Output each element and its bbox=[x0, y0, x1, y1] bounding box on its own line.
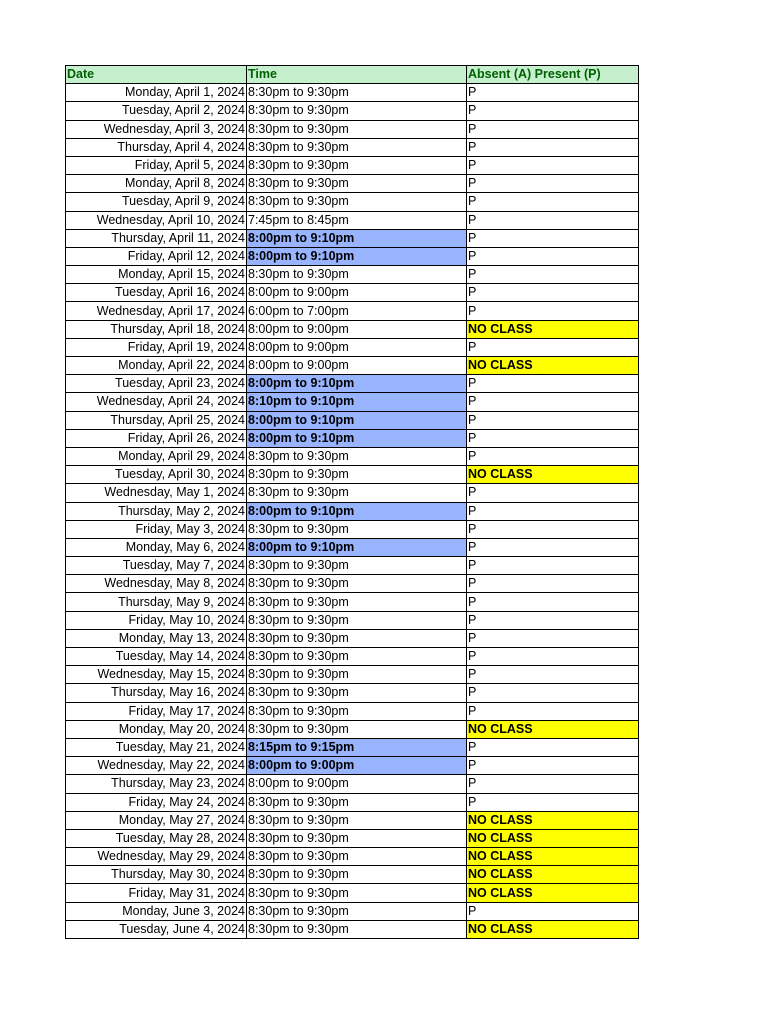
cell-attendance[interactable]: P bbox=[467, 84, 639, 102]
cell-date[interactable]: Tuesday, June 4, 2024 bbox=[66, 920, 247, 938]
table-row bbox=[66, 375, 639, 393]
table-row bbox=[66, 557, 639, 575]
cell-date[interactable]: Monday, April 22, 2024 bbox=[66, 357, 247, 375]
table-row bbox=[66, 266, 639, 284]
cell-time[interactable]: 8:30pm to 9:30pm bbox=[247, 484, 467, 502]
cell-date[interactable]: Monday, April 1, 2024 bbox=[66, 84, 247, 102]
cell-time[interactable]: 8:15pm to 9:15pm bbox=[247, 738, 467, 756]
cell-attendance[interactable]: NO CLASS bbox=[467, 357, 639, 375]
table-row bbox=[66, 338, 639, 356]
cell-date[interactable]: Wednesday, May 8, 2024 bbox=[66, 575, 247, 593]
cell-time[interactable]: 8:30pm to 9:30pm bbox=[247, 466, 467, 484]
table-row bbox=[66, 320, 639, 338]
cell-time[interactable]: 8:30pm to 9:30pm bbox=[247, 648, 467, 666]
table-row bbox=[66, 284, 639, 302]
cell-attendance[interactable]: P bbox=[467, 611, 639, 629]
cell-time[interactable]: 8:30pm to 9:30pm bbox=[247, 866, 467, 884]
cell-attendance[interactable]: P bbox=[467, 447, 639, 465]
cell-date[interactable]: Tuesday, April 2, 2024 bbox=[66, 102, 247, 120]
cell-attendance[interactable]: P bbox=[467, 338, 639, 356]
cell-attendance[interactable]: P bbox=[467, 302, 639, 320]
cell-time[interactable]: 8:30pm to 9:30pm bbox=[247, 175, 467, 193]
table-row bbox=[66, 156, 639, 174]
cell-time[interactable]: 8:30pm to 9:30pm bbox=[247, 447, 467, 465]
table-row bbox=[66, 247, 639, 265]
cell-attendance[interactable]: P bbox=[467, 757, 639, 775]
cell-attendance[interactable]: P bbox=[467, 557, 639, 575]
cell-time[interactable]: 8:00pm to 9:00pm bbox=[247, 338, 467, 356]
cell-time[interactable]: 8:00pm to 9:10pm bbox=[247, 429, 467, 447]
cell-date[interactable]: Wednesday, May 15, 2024 bbox=[66, 666, 247, 684]
cell-attendance[interactable]: P bbox=[467, 738, 639, 756]
cell-time[interactable]: 8:30pm to 9:30pm bbox=[247, 575, 467, 593]
cell-attendance[interactable]: NO CLASS bbox=[467, 320, 639, 338]
cell-time[interactable]: 8:30pm to 9:30pm bbox=[247, 811, 467, 829]
cell-date[interactable]: Friday, May 17, 2024 bbox=[66, 702, 247, 720]
table-row bbox=[66, 102, 639, 120]
cell-time[interactable]: 7:45pm to 8:45pm bbox=[247, 211, 467, 229]
cell-date[interactable]: Tuesday, May 21, 2024 bbox=[66, 738, 247, 756]
cell-attendance[interactable]: P bbox=[467, 502, 639, 520]
cell-date[interactable]: Wednesday, April 3, 2024 bbox=[66, 120, 247, 138]
cell-date[interactable]: Tuesday, April 23, 2024 bbox=[66, 375, 247, 393]
cell-attendance[interactable]: P bbox=[467, 538, 639, 556]
cell-time[interactable]: 8:00pm to 9:10pm bbox=[247, 229, 467, 247]
table-row bbox=[66, 757, 639, 775]
cell-attendance[interactable]: NO CLASS bbox=[467, 829, 639, 847]
cell-attendance[interactable]: P bbox=[467, 156, 639, 174]
cell-date[interactable]: Wednesday, May 22, 2024 bbox=[66, 757, 247, 775]
header-attendance[interactable]: Absent (A) Present (P) bbox=[467, 66, 639, 84]
table-row bbox=[66, 447, 639, 465]
cell-attendance[interactable]: P bbox=[467, 629, 639, 647]
cell-attendance[interactable]: P bbox=[467, 211, 639, 229]
cell-time[interactable]: 8:30pm to 9:30pm bbox=[247, 156, 467, 174]
table-row bbox=[66, 684, 639, 702]
cell-date[interactable]: Wednesday, April 24, 2024 bbox=[66, 393, 247, 411]
cell-date[interactable]: Monday, June 3, 2024 bbox=[66, 902, 247, 920]
cell-attendance[interactable]: P bbox=[467, 193, 639, 211]
cell-date[interactable]: Tuesday, May 14, 2024 bbox=[66, 648, 247, 666]
cell-attendance[interactable]: P bbox=[467, 793, 639, 811]
cell-time[interactable]: 8:00pm to 9:10pm bbox=[247, 538, 467, 556]
table-row bbox=[66, 720, 639, 738]
cell-time[interactable]: 8:30pm to 9:30pm bbox=[247, 848, 467, 866]
cell-date[interactable]: Tuesday, April 30, 2024 bbox=[66, 466, 247, 484]
cell-time[interactable]: 8:30pm to 9:30pm bbox=[247, 902, 467, 920]
cell-date[interactable]: Wednesday, May 29, 2024 bbox=[66, 848, 247, 866]
cell-time[interactable]: 8:30pm to 9:30pm bbox=[247, 102, 467, 120]
cell-attendance[interactable]: P bbox=[467, 902, 639, 920]
table-row bbox=[66, 829, 639, 847]
cell-time[interactable]: 8:00pm to 9:00pm bbox=[247, 357, 467, 375]
cell-date[interactable]: Friday, May 3, 2024 bbox=[66, 520, 247, 538]
cell-time[interactable]: 8:30pm to 9:30pm bbox=[247, 520, 467, 538]
table-row bbox=[66, 175, 639, 193]
cell-attendance[interactable]: NO CLASS bbox=[467, 866, 639, 884]
cell-attendance[interactable]: P bbox=[467, 666, 639, 684]
cell-attendance[interactable]: NO CLASS bbox=[467, 884, 639, 902]
cell-time[interactable]: 8:30pm to 9:30pm bbox=[247, 138, 467, 156]
table-row bbox=[66, 666, 639, 684]
cell-date[interactable]: Monday, April 29, 2024 bbox=[66, 447, 247, 465]
cell-attendance[interactable]: P bbox=[467, 175, 639, 193]
table-row bbox=[66, 138, 639, 156]
cell-attendance[interactable]: P bbox=[467, 375, 639, 393]
table-row bbox=[66, 866, 639, 884]
cell-date[interactable]: Friday, April 12, 2024 bbox=[66, 247, 247, 265]
header-row bbox=[66, 66, 639, 84]
cell-attendance[interactable]: P bbox=[467, 775, 639, 793]
cell-time[interactable]: 8:30pm to 9:30pm bbox=[247, 193, 467, 211]
cell-date[interactable]: Friday, April 5, 2024 bbox=[66, 156, 247, 174]
cell-time[interactable]: 8:30pm to 9:30pm bbox=[247, 702, 467, 720]
cell-date[interactable]: Friday, April 26, 2024 bbox=[66, 429, 247, 447]
cell-date[interactable]: Thursday, May 16, 2024 bbox=[66, 684, 247, 702]
cell-time[interactable]: 8:00pm to 9:10pm bbox=[247, 411, 467, 429]
cell-date[interactable]: Monday, April 8, 2024 bbox=[66, 175, 247, 193]
cell-attendance[interactable]: P bbox=[467, 684, 639, 702]
cell-attendance[interactable]: P bbox=[467, 648, 639, 666]
cell-time[interactable]: 8:00pm to 9:10pm bbox=[247, 375, 467, 393]
table-row bbox=[66, 193, 639, 211]
table-row bbox=[66, 84, 639, 102]
cell-date[interactable]: Wednesday, April 10, 2024 bbox=[66, 211, 247, 229]
cell-time[interactable]: 8:00pm to 9:00pm bbox=[247, 284, 467, 302]
cell-attendance[interactable]: P bbox=[467, 247, 639, 265]
cell-time[interactable]: 8:00pm to 9:00pm bbox=[247, 320, 467, 338]
table-row bbox=[66, 393, 639, 411]
cell-attendance[interactable]: NO CLASS bbox=[467, 920, 639, 938]
table-row bbox=[66, 502, 639, 520]
cell-time[interactable]: 8:30pm to 9:30pm bbox=[247, 593, 467, 611]
table-row bbox=[66, 738, 639, 756]
cell-time[interactable]: 8:00pm to 9:00pm bbox=[247, 775, 467, 793]
cell-time[interactable]: 8:10pm to 9:10pm bbox=[247, 393, 467, 411]
cell-time[interactable]: 8:30pm to 9:30pm bbox=[247, 611, 467, 629]
cell-attendance[interactable]: P bbox=[467, 593, 639, 611]
cell-date[interactable]: Wednesday, April 17, 2024 bbox=[66, 302, 247, 320]
table-row bbox=[66, 411, 639, 429]
cell-attendance[interactable]: P bbox=[467, 575, 639, 593]
cell-date[interactable]: Tuesday, May 28, 2024 bbox=[66, 829, 247, 847]
cell-attendance[interactable]: NO CLASS bbox=[467, 466, 639, 484]
cell-time[interactable]: 8:30pm to 9:30pm bbox=[247, 884, 467, 902]
cell-attendance[interactable]: P bbox=[467, 138, 639, 156]
table-row bbox=[66, 120, 639, 138]
table-row bbox=[66, 429, 639, 447]
cell-attendance[interactable]: P bbox=[467, 411, 639, 429]
cell-date[interactable]: Monday, May 6, 2024 bbox=[66, 538, 247, 556]
table-row bbox=[66, 211, 639, 229]
header-time[interactable]: Time bbox=[247, 66, 467, 84]
table-row bbox=[66, 302, 639, 320]
cell-date[interactable]: Friday, April 19, 2024 bbox=[66, 338, 247, 356]
table-row bbox=[66, 811, 639, 829]
cell-attendance[interactable]: P bbox=[467, 284, 639, 302]
cell-date[interactable]: Thursday, April 4, 2024 bbox=[66, 138, 247, 156]
header-date[interactable]: Date bbox=[66, 66, 247, 84]
table-row bbox=[66, 466, 639, 484]
table-row bbox=[66, 920, 639, 938]
cell-time[interactable]: 8:30pm to 9:30pm bbox=[247, 829, 467, 847]
table-row bbox=[66, 884, 639, 902]
cell-date[interactable]: Thursday, April 11, 2024 bbox=[66, 229, 247, 247]
cell-date[interactable]: Tuesday, April 9, 2024 bbox=[66, 193, 247, 211]
table-body bbox=[66, 84, 639, 939]
table-row bbox=[66, 229, 639, 247]
cell-time[interactable]: 8:30pm to 9:30pm bbox=[247, 629, 467, 647]
cell-date[interactable]: Monday, May 20, 2024 bbox=[66, 720, 247, 738]
cell-time[interactable]: 8:30pm to 9:30pm bbox=[247, 266, 467, 284]
cell-time[interactable]: 8:00pm to 9:10pm bbox=[247, 502, 467, 520]
cell-date[interactable]: Wednesday, May 1, 2024 bbox=[66, 484, 247, 502]
cell-time[interactable]: 8:30pm to 9:30pm bbox=[247, 666, 467, 684]
table-row bbox=[66, 611, 639, 629]
cell-attendance[interactable]: P bbox=[467, 429, 639, 447]
cell-time[interactable]: 8:30pm to 9:30pm bbox=[247, 120, 467, 138]
cell-time[interactable]: 8:30pm to 9:30pm bbox=[247, 920, 467, 938]
cell-time[interactable]: 8:30pm to 9:30pm bbox=[247, 793, 467, 811]
cell-attendance[interactable]: P bbox=[467, 484, 639, 502]
table-row bbox=[66, 520, 639, 538]
cell-date[interactable]: Tuesday, April 16, 2024 bbox=[66, 284, 247, 302]
table-row bbox=[66, 538, 639, 556]
table-row bbox=[66, 848, 639, 866]
cell-date[interactable]: Thursday, May 9, 2024 bbox=[66, 593, 247, 611]
cell-date[interactable]: Thursday, May 23, 2024 bbox=[66, 775, 247, 793]
cell-attendance[interactable]: P bbox=[467, 102, 639, 120]
cell-date[interactable]: Monday, May 27, 2024 bbox=[66, 811, 247, 829]
cell-time[interactable]: 8:30pm to 9:30pm bbox=[247, 720, 467, 738]
cell-time[interactable]: 8:30pm to 9:30pm bbox=[247, 84, 467, 102]
cell-time[interactable]: 8:30pm to 9:30pm bbox=[247, 557, 467, 575]
table-row bbox=[66, 575, 639, 593]
cell-date[interactable]: Tuesday, May 7, 2024 bbox=[66, 557, 247, 575]
table-row bbox=[66, 902, 639, 920]
cell-attendance[interactable]: P bbox=[467, 393, 639, 411]
cell-date[interactable]: Friday, May 24, 2024 bbox=[66, 793, 247, 811]
cell-attendance[interactable]: NO CLASS bbox=[467, 848, 639, 866]
cell-date[interactable]: Thursday, April 25, 2024 bbox=[66, 411, 247, 429]
cell-date[interactable]: Monday, April 15, 2024 bbox=[66, 266, 247, 284]
table-row bbox=[66, 593, 639, 611]
cell-attendance[interactable]: P bbox=[467, 120, 639, 138]
cell-date[interactable]: Friday, May 10, 2024 bbox=[66, 611, 247, 629]
table-row bbox=[66, 357, 639, 375]
table-row bbox=[66, 702, 639, 720]
table-row bbox=[66, 793, 639, 811]
cell-date[interactable]: Friday, May 31, 2024 bbox=[66, 884, 247, 902]
cell-attendance[interactable]: NO CLASS bbox=[467, 811, 639, 829]
cell-time[interactable]: 8:00pm to 9:10pm bbox=[247, 247, 467, 265]
cell-time[interactable]: 8:00pm to 9:00pm bbox=[247, 757, 467, 775]
cell-attendance[interactable]: P bbox=[467, 266, 639, 284]
table-row bbox=[66, 648, 639, 666]
cell-attendance[interactable]: NO CLASS bbox=[467, 720, 639, 738]
cell-time[interactable]: 6:00pm to 7:00pm bbox=[247, 302, 467, 320]
cell-date[interactable]: Thursday, May 2, 2024 bbox=[66, 502, 247, 520]
cell-date[interactable]: Thursday, April 18, 2024 bbox=[66, 320, 247, 338]
cell-attendance[interactable]: P bbox=[467, 229, 639, 247]
attendance-table bbox=[65, 65, 639, 939]
table-row bbox=[66, 629, 639, 647]
table-row bbox=[66, 775, 639, 793]
table-row bbox=[66, 484, 639, 502]
cell-attendance[interactable]: P bbox=[467, 520, 639, 538]
cell-date[interactable]: Thursday, May 30, 2024 bbox=[66, 866, 247, 884]
cell-date[interactable]: Monday, May 13, 2024 bbox=[66, 629, 247, 647]
cell-time[interactable]: 8:30pm to 9:30pm bbox=[247, 684, 467, 702]
cell-attendance[interactable]: P bbox=[467, 702, 639, 720]
